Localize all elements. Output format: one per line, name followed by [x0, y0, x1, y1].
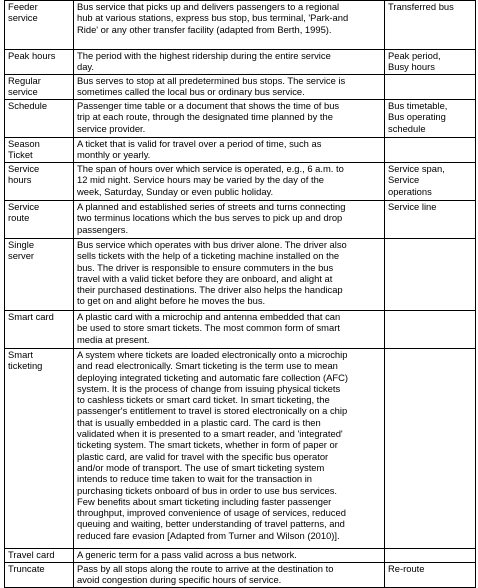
synonym-cell	[385, 349, 476, 549]
definition-text: A planned and established series of streets and turns connecting two terminus locations which the bus serves to pick up and drop passengers.	[77, 201, 346, 235]
table-row	[5, 163, 476, 201]
synonym-cell	[385, 100, 476, 138]
term-text: Travel card	[8, 549, 55, 560]
table-row	[5, 1, 476, 50]
table-row	[5, 50, 476, 75]
definition-cell	[74, 50, 385, 75]
term-text: Single server	[8, 239, 35, 262]
synonym-cell	[385, 163, 476, 201]
definition-text: A system where tickets are loaded electronically onto a microchip and read electronically. Smart ticketing is the term use to mean deploying integrated ticketing and automatic fare collection (AFC) system. It is the process of change from issuing physical tickets to cashless tickets or smart card ticket. In smart ticketing, the passenger's entitlement to travel is stored electronically on a chip that is usually embedded in a plastic card. The card is then validated when it is presented to a smart reader, and 'integrated' ticketing system. The smart tickets, whether in form of paper or plastic card, are valid for travel with the specific bus operator and/or mode of transport. The use of smart ticketing system intends to reduce time taken to wait for the transaction in purchasing tickets onboard of bus in order to use bus services. Few benefits about smart ticketing including faster passenger throughput, improved convenience of usage of services, reduced queuing and waiting, better understanding of travel patterns, and reduced fare evasion [Adapted from Turner and Wilson (2010)].	[77, 349, 348, 541]
synonym-cell	[385, 311, 476, 349]
synonym-text: Service line	[388, 201, 437, 212]
synonym-text: Transferred bus	[388, 1, 454, 12]
table-row	[5, 100, 476, 138]
synonym-cell	[385, 1, 476, 50]
table-row	[5, 138, 476, 163]
definition-text: The span of hours over which service is operated, e.g., 6 a.m. to 12 mid night. Service hours may be varied by the day of the week, Saturday, Sunday or even public holiday.	[77, 163, 344, 197]
definition-text: Bus serves to stop at all predetermined bus stops. The service is sometimes called the local bus or ordinary bus service.	[77, 75, 346, 98]
synonym-cell	[385, 75, 476, 100]
table-row	[5, 239, 476, 311]
table-row	[5, 311, 476, 349]
term-text: Schedule	[8, 100, 48, 111]
term-text: Season Ticket	[8, 138, 40, 161]
term-text: Feeder service	[8, 1, 38, 24]
term-cell	[5, 163, 74, 201]
synonym-text: Service span, Service operations	[388, 163, 445, 197]
definition-cell	[74, 201, 385, 239]
term-cell	[5, 239, 74, 311]
table-row	[5, 75, 476, 100]
definition-text: Passenger time table or a document that shows the time of bus trip at each route, through the designated time planned by the service provider.	[77, 100, 340, 134]
definition-cell	[74, 138, 385, 163]
term-cell	[5, 75, 74, 100]
term-cell	[5, 311, 74, 349]
definition-cell	[74, 100, 385, 138]
table-row	[5, 201, 476, 239]
definition-cell	[74, 349, 385, 549]
term-cell	[5, 138, 74, 163]
synonym-cell	[385, 138, 476, 163]
synonym-cell	[385, 50, 476, 75]
synonym-text: Peak period, Busy hours	[388, 50, 441, 73]
term-cell	[5, 1, 74, 50]
table-row	[5, 549, 476, 563]
definition-text: A generic term for a pass valid across a bus network.	[77, 549, 297, 560]
definition-cell	[74, 163, 385, 201]
synonym-cell	[385, 201, 476, 239]
definition-text: A plastic card with a microchip and antenna embedded that can be used to store smart tickets. The most common form of smart media at present.	[77, 311, 341, 345]
term-cell	[5, 349, 74, 549]
definition-text: Pass by all stops along the route to arrive at the destination to avoid congestion during specific hours of service.	[77, 563, 334, 586]
definition-cell	[74, 1, 385, 50]
glossary-body	[5, 1, 476, 588]
definition-cell	[74, 311, 385, 349]
synonym-text: Bus timetable, Bus operating schedule	[388, 100, 448, 134]
definition-text: The period with the highest ridership during the entire service day.	[77, 50, 331, 73]
term-cell	[5, 201, 74, 239]
term-text: Smart ticketing	[8, 349, 43, 372]
synonym-cell	[385, 239, 476, 311]
term-text: Smart card	[8, 311, 54, 322]
synonym-text: Re-route	[388, 563, 425, 574]
term-cell	[5, 50, 74, 75]
term-cell	[5, 100, 74, 138]
term-text: Truncate	[8, 563, 45, 574]
definition-cell	[74, 549, 385, 563]
definition-cell	[74, 75, 385, 100]
term-text: Regular service	[8, 75, 41, 98]
term-text: Service hours	[8, 163, 40, 186]
definition-text: Bus service that picks up and delivers passengers to a regional hub at various stations, express bus stop, bus terminal, 'Park-and Ride' or any other transfer facility (adapted from Berth, 1995).	[77, 1, 349, 35]
table-row	[5, 563, 476, 588]
definition-text: A ticket that is valid for travel over a period of time, such as monthly or yearly.	[77, 138, 322, 161]
synonym-cell	[385, 563, 476, 588]
term-text: Service route	[8, 201, 40, 224]
glossary-table	[4, 0, 476, 588]
term-cell	[5, 563, 74, 588]
definition-text: Bus service which operates with bus driver alone. The driver also sells tickets with the help of a ticketing machine installed on the bus. The driver is responsible to ensure commuters in the bus travel with a valid ticket before they are onboard, and alight at their purchased destinations. The driver also helps the handicap to get on and alight before he moves the bus.	[77, 239, 347, 307]
definition-cell	[74, 563, 385, 588]
term-cell	[5, 549, 74, 563]
definition-cell	[74, 239, 385, 311]
table-row	[5, 349, 476, 549]
synonym-cell	[385, 549, 476, 563]
term-text: Peak hours	[8, 50, 56, 61]
